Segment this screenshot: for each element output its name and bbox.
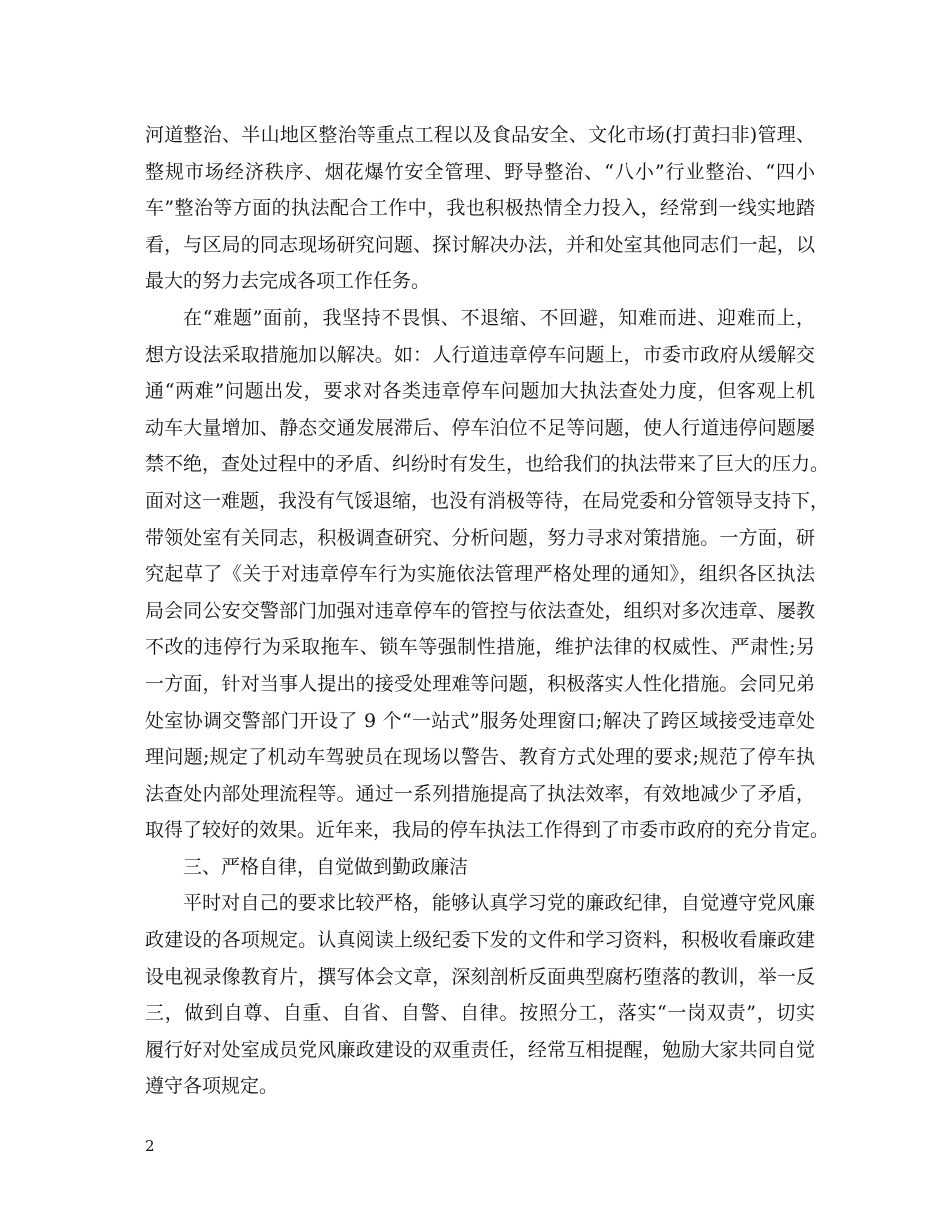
page-number: 2 xyxy=(145,1137,155,1155)
text-line: 不改的违停行为采取拖车、锁车等强制性措施，维护法律的权威性、严肃性;另 xyxy=(145,636,815,659)
text-line: 通“两难”问题出发，要求对各类违章停车问题加大执法查处力度，但客观上机 xyxy=(145,380,815,403)
text-line: 整规市场经济秩序、烟花爆竹安全管理、野导整治、“八小”行业整治、“四小 xyxy=(145,160,815,183)
section-heading: 三、严格自律，自觉做到勤政廉洁 xyxy=(183,855,469,878)
text-line: 禁不绝，查处过程中的矛盾、纠纷时有发生，也给我们的执法带来了巨大的压力。 xyxy=(145,453,830,476)
text-line: 车”整治等方面的执法配合工作中，我也积极热情全力投入，经常到一线实地踏 xyxy=(145,197,815,220)
text-line: 处室协调交警部门开设了 9 个“一站式”服务处理窗口;解决了跨区域接受违章处 xyxy=(145,709,815,732)
text-line: 理问题;规定了机动车驾驶员在现场以警告、教育方式处理的要求;规范了停车执 xyxy=(145,746,815,769)
text-line: 取得了较好的效果。近年来，我局的停车执法工作得到了市委市政府的充分肯定。 xyxy=(145,819,830,842)
text-line: 遵守各项规定。 xyxy=(145,1075,279,1098)
text-line: 看，与区局的同志现场研究问题、探讨解决办法，并和处室其他同志们一起，以 xyxy=(145,233,815,256)
text-line: 究起草了《关于对违章停车行为实施依法管理严格处理的通知》，组织各区执法 xyxy=(145,563,815,586)
text-line: 在“难题”面前，我坚持不畏惧、不退缩、不回避，知难而进、迎难而上， xyxy=(183,306,815,329)
text-line: 想方设法采取措施加以解决。如：人行道违章停车问题上，市委市政府从缓解交 xyxy=(145,343,815,366)
text-line: 平时对自己的要求比较严格，能够认真学习党的廉政纪律，自觉遵守党风廉 xyxy=(183,892,815,915)
text-line: 河道整治、半山地区整治等重点工程以及食品安全、文化市场(打黄扫非)管理、 xyxy=(145,124,815,146)
text-line: 一方面，针对当事人提出的接受处理难等问题，积极落实人性化措施。会同兄弟 xyxy=(145,672,815,695)
text-line: 政建设的各项规定。认真阅读上级纪委下发的文件和学习资料，积极收看廉政建 xyxy=(145,929,815,952)
text-line: 带领处室有关同志，积极调查研究、分析问题，努力寻求对策措施。一方面，研 xyxy=(145,526,815,549)
text-line: 履行好对处室成员党风廉政建设的双重责任，经常互相提醒，勉励大家共同自觉 xyxy=(145,1038,815,1061)
text-line: 最大的努力去完成各项工作任务。 xyxy=(145,270,431,293)
text-line: 动车大量增加、静态交通发展滞后、停车泊位不足等问题，使人行道违停问题屡 xyxy=(145,416,815,439)
body-text xyxy=(145,117,830,1105)
text-line: 三，做到自尊、自重、自省、自警、自律。按照分工，落实“一岗双责”，切实 xyxy=(145,1002,815,1025)
text-line: 设电视录像教育片，撰写体会文章，深刻剖析反面典型腐朽堕落的教训，举一反 xyxy=(145,965,815,988)
text-line: 面对这一难题，我没有气馁退缩，也没有消极等待，在局党委和分管领导支持下， xyxy=(145,489,830,512)
text-line: 法查处内部处理流程等。通过一系列措施提高了执法效率，有效地减少了矛盾， xyxy=(145,782,815,805)
text-line: 局会同公安交警部门加强对违章停车的管控与依法查处，组织对多次违章、屡教 xyxy=(145,599,815,622)
